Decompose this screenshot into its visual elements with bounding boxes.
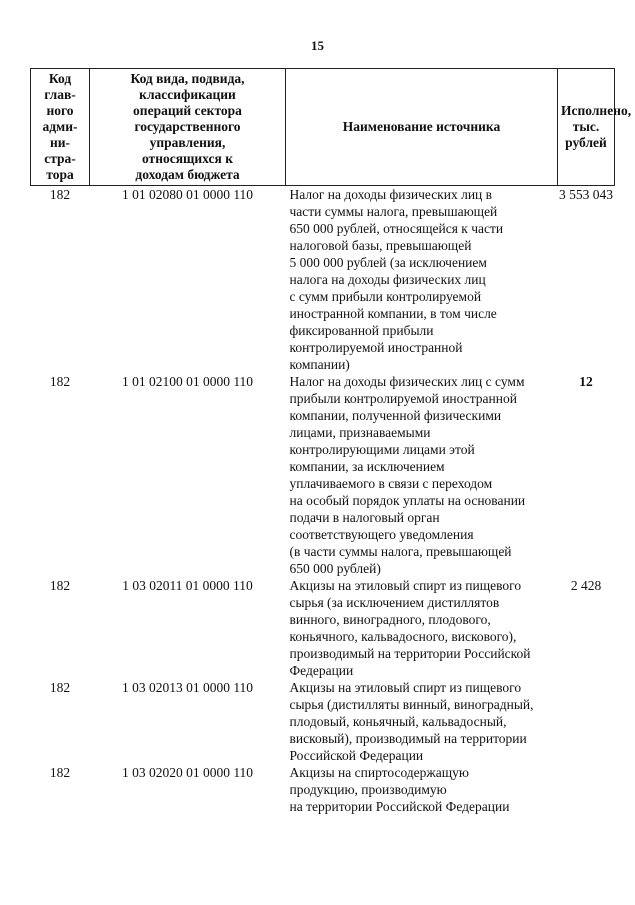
source-name-line: фиксированной прибыли <box>289 323 434 338</box>
source-name-cell <box>286 373 558 577</box>
table-row <box>31 679 615 764</box>
source-name-line: 650 000 рублей, относящейся к части <box>289 221 504 236</box>
source-name-line: соответствующего уведомления <box>289 527 474 542</box>
source-name-line: части суммы налога, превышающей <box>289 204 498 219</box>
source-name-line: компании, за исключением <box>289 459 445 474</box>
source-name-line: Российской Федерации <box>289 748 424 763</box>
source-name-line: Акцизы на этиловый спирт из пищевого <box>289 680 522 695</box>
header-admin-code: Код глав- ного адми- ни- стра- тора <box>31 69 90 186</box>
admin-code-cell: 182 <box>49 765 71 780</box>
table-row <box>31 764 615 815</box>
kbk-code-cell: 1 01 02100 01 0000 110 <box>121 374 254 389</box>
source-name-line: налога на доходы физических лиц <box>289 272 486 287</box>
source-name-line: Налог на доходы физических лиц в <box>289 187 493 202</box>
kbk-code-cell: 1 03 02013 01 0000 110 <box>121 680 254 695</box>
admin-code-cell: 182 <box>49 680 71 695</box>
source-name-line: продукцию, производимую <box>289 782 447 797</box>
executed-value-cell: 2 428 <box>570 578 602 593</box>
admin-code-cell: 182 <box>49 374 71 389</box>
source-name-line: контролирующими лицами этой <box>289 442 475 457</box>
executed-value-cell <box>558 764 615 815</box>
source-name-line: налоговой базы, превышающей <box>289 238 472 253</box>
source-name-line: Федерации <box>289 663 354 678</box>
executed-value-cell <box>558 679 615 764</box>
source-name-line: Налог на доходы физических лиц с сумм <box>289 374 525 389</box>
source-name-line: Акцизы на этиловый спирт из пищевого <box>289 578 522 593</box>
source-name-line: лицами, признаваемыми <box>289 425 431 440</box>
source-name-line: иностранной компании, в том числе <box>289 306 497 321</box>
source-name-line: сырья (за исключением дистиллятов <box>289 595 500 610</box>
source-name-line: компании) <box>289 357 350 372</box>
admin-code-cell: 182 <box>49 187 71 202</box>
table-row <box>31 373 615 577</box>
kbk-code-cell: 1 01 02080 01 0000 110 <box>121 187 254 202</box>
header-executed: Исполнено, тыс. рублей <box>558 69 615 186</box>
source-name-line: сырья (дистилляты винный, виноградный, <box>289 697 534 712</box>
revenue-table <box>30 68 632 815</box>
kbk-code-cell: 1 03 02020 01 0000 110 <box>121 765 254 780</box>
source-name-line: висковый), производимый на территории <box>289 731 527 746</box>
source-name-line: 5 000 000 рублей (за исключением <box>289 255 487 270</box>
source-name-line: с сумм прибыли контролируемой <box>289 289 482 304</box>
kbk-code-cell: 1 03 02011 01 0000 110 <box>122 578 253 593</box>
source-name-line: подачи в налоговый орган <box>289 510 440 525</box>
source-name-line: плодовый, коньячный, кальвадосный, <box>289 714 507 729</box>
table-row <box>31 577 615 679</box>
header-source-name: Наименование источника <box>286 69 558 186</box>
source-name-line: 650 000 рублей) <box>289 561 381 576</box>
source-name-cell <box>286 679 558 764</box>
admin-code-cell: 182 <box>49 578 71 593</box>
page-number: 15 <box>311 38 324 53</box>
executed-value-cell: 12 <box>579 374 593 389</box>
source-name-line: Акцизы на спиртосодержащую <box>289 765 469 780</box>
source-name-line: на территории Российской Федерации <box>289 799 510 814</box>
source-name-line: прибыли контролируемой иностранной <box>289 391 517 406</box>
source-name-line: контролируемой иностранной <box>289 340 463 355</box>
source-name-line: производимый на территории Российской <box>289 646 531 661</box>
source-name-cell <box>286 186 558 374</box>
source-name-cell <box>286 764 558 815</box>
header-kbk: Код вида, подвида, классификации операций сектора государственного управления, относящихся к доходам бюджета <box>90 69 286 186</box>
source-name-line: на особый порядок уплаты на основании <box>289 493 526 508</box>
table-row <box>31 186 615 374</box>
executed-value-cell: 3 553 043 <box>559 187 613 202</box>
source-name-cell <box>286 577 558 679</box>
source-name-line: уплачиваемого в связи с переходом <box>289 476 493 491</box>
source-name-line: компании, полученной физическими <box>289 408 502 423</box>
source-name-line: (в части суммы налога, превышающей <box>289 544 512 559</box>
source-name-line: винного, виноградного, плодового, <box>289 612 491 627</box>
table-header-row <box>31 69 615 186</box>
source-name-line: коньячного, кальвадосного, вискового), <box>289 629 517 644</box>
